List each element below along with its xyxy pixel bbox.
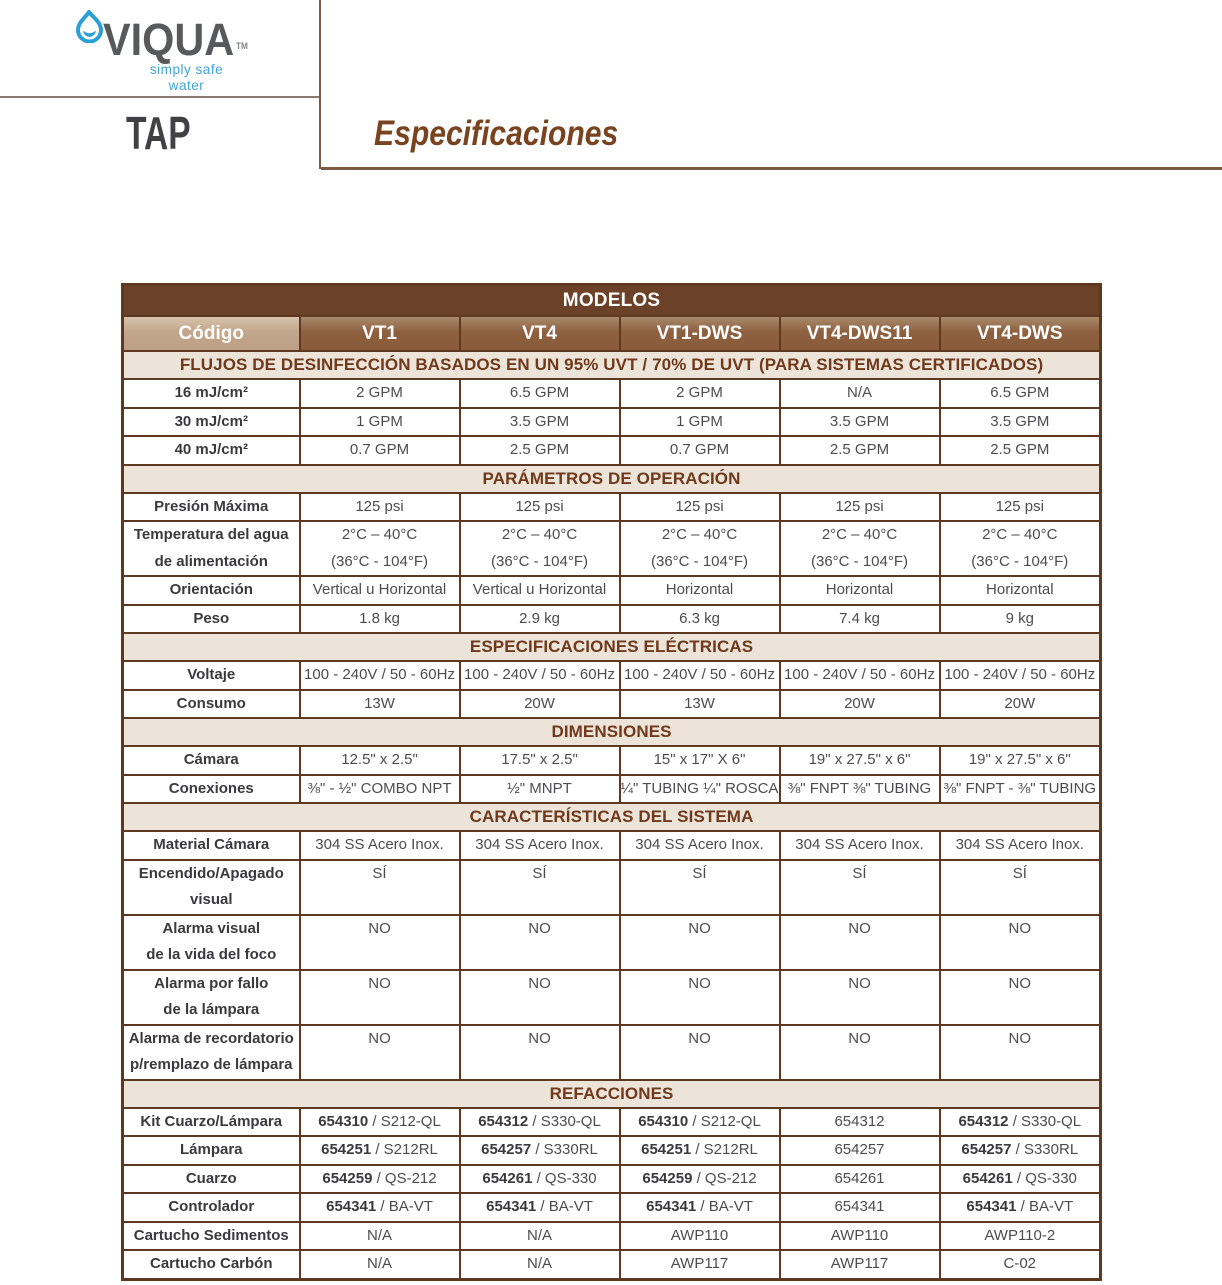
table-row	[123, 408, 1101, 437]
cell-value: 2°C – 40°C (36°C - 104°F)	[300, 521, 460, 576]
cell-value: NO	[940, 970, 1101, 1025]
section-header: PARÁMETROS DE OPERACIÓN	[123, 465, 1101, 493]
cell-value: NO	[780, 915, 940, 970]
column-header-vt4-dws: VT4-DWS	[940, 316, 1101, 351]
cell-value: N/A	[460, 1250, 620, 1279]
water-drop-icon	[75, 9, 104, 43]
column-header-row	[123, 316, 1101, 351]
cell-value: 125 psi	[940, 493, 1101, 522]
cell-value: 3.5 GPM	[460, 408, 620, 437]
row-label: Cámara	[123, 746, 300, 775]
cell-value: 2.9 kg	[460, 605, 620, 634]
cell-value: N/A	[300, 1222, 460, 1251]
cell-value: 304 SS Acero Inox.	[780, 831, 940, 860]
cell-value: ⅜" FNPT - ⅜" TUBING	[940, 775, 1101, 804]
row-label: 30 mJ/cm²	[123, 408, 300, 437]
cell-value: Horizontal	[940, 576, 1101, 605]
cell-value: 15" x 17" X 6"	[620, 746, 780, 775]
table-row	[123, 436, 1101, 465]
row-label: Consumo	[123, 690, 300, 719]
column-header-vt4: VT4	[460, 316, 620, 351]
viqua-logo	[0, 0, 320, 97]
row-label: Kit Cuarzo/Lámpara	[123, 1108, 300, 1137]
cell-value: SÍ	[300, 860, 460, 915]
table-row	[123, 493, 1101, 522]
cell-value: 654341 / BA-VT	[300, 1193, 460, 1222]
column-header-vt4-dws11: VT4-DWS11	[780, 316, 940, 351]
table-row	[123, 1165, 1101, 1194]
cell-value: NO	[620, 1025, 780, 1080]
cell-value: 20W	[940, 690, 1101, 719]
row-label: Temperatura del agua de alimentación	[123, 521, 300, 576]
cell-value: 304 SS Acero Inox.	[620, 831, 780, 860]
cell-value: C-02	[940, 1250, 1101, 1279]
cell-value: 2 GPM	[300, 379, 460, 408]
cell-value: 654261 / QS-330	[940, 1165, 1101, 1194]
cell-value: 2°C – 40°C (36°C - 104°F)	[780, 521, 940, 576]
table-row	[123, 970, 1101, 1025]
row-label: Alarma por fallo de la lámpara	[123, 970, 300, 1025]
cell-value: 9 kg	[940, 605, 1101, 634]
cell-value: SÍ	[780, 860, 940, 915]
table-row	[123, 915, 1101, 970]
cell-value: 100 - 240V / 50 - 60Hz	[460, 661, 620, 690]
brand-wordmark: VIQUA TM	[103, 14, 248, 65]
section-header: DIMENSIONES	[123, 718, 1101, 746]
cell-value: NO	[620, 970, 780, 1025]
cell-value: 654257	[780, 1136, 940, 1165]
cell-value: NO	[460, 915, 620, 970]
cell-value: 654312	[780, 1108, 940, 1137]
cell-value: NO	[780, 1025, 940, 1080]
cell-value: NO	[780, 970, 940, 1025]
row-label: Peso	[123, 605, 300, 634]
cell-value: 1.8 kg	[300, 605, 460, 634]
cell-value: SÍ	[940, 860, 1101, 915]
cell-value: 654341 / BA-VT	[460, 1193, 620, 1222]
models-title: MODELOS	[123, 285, 1101, 317]
cell-value: 654257 / S330RL	[460, 1136, 620, 1165]
cell-value: 100 - 240V / 50 - 60Hz	[940, 661, 1101, 690]
table-row	[123, 1025, 1101, 1080]
table-row	[123, 1136, 1101, 1165]
cell-value: NO	[460, 970, 620, 1025]
row-label: Alarma de recordatorio p/remplazo de lámpara	[123, 1025, 300, 1080]
cell-value: 654341 / BA-VT	[620, 1193, 780, 1222]
spec-table	[121, 283, 1102, 1281]
cell-value: 6.5 GPM	[460, 379, 620, 408]
cell-value: NO	[300, 915, 460, 970]
trademark-symbol: TM	[235, 41, 248, 51]
cell-value: 654259 / QS-212	[300, 1165, 460, 1194]
cell-value: 19" x 27.5" x 6"	[940, 746, 1101, 775]
row-label: Alarma visual de la vida del foco	[123, 915, 300, 970]
cell-value: N/A	[460, 1222, 620, 1251]
cell-value: Vertical u Horizontal	[300, 576, 460, 605]
row-label: Cartucho Carbón	[123, 1250, 300, 1279]
cell-value: Vertical u Horizontal	[460, 576, 620, 605]
table-row	[123, 1193, 1101, 1222]
table-row	[123, 1250, 1101, 1279]
cell-value: 2°C – 40°C (36°C - 104°F)	[460, 521, 620, 576]
section-row	[123, 633, 1101, 661]
cell-value: NO	[940, 915, 1101, 970]
cell-value: 3.5 GPM	[940, 408, 1101, 437]
cell-value: 3.5 GPM	[780, 408, 940, 437]
cell-value: Horizontal	[780, 576, 940, 605]
cell-value: N/A	[780, 379, 940, 408]
cell-value: 2.5 GPM	[940, 436, 1101, 465]
row-label: 40 mJ/cm²	[123, 436, 300, 465]
cell-value: 6.5 GPM	[940, 379, 1101, 408]
column-header-codigo: Código	[123, 316, 300, 351]
cell-value: 0.7 GPM	[620, 436, 780, 465]
table-row	[123, 1108, 1101, 1137]
table-row	[123, 576, 1101, 605]
cell-value: 20W	[780, 690, 940, 719]
cell-value: ⅜" - ½" COMBO NPT	[300, 775, 460, 804]
cell-value: 19" x 27.5" x 6"	[780, 746, 940, 775]
cell-value: AWP110	[780, 1222, 940, 1251]
logo-divider-line	[0, 96, 320, 98]
cell-value: 100 - 240V / 50 - 60Hz	[780, 661, 940, 690]
cell-value: 100 - 240V / 50 - 60Hz	[620, 661, 780, 690]
row-label: Cartucho Sedimentos	[123, 1222, 300, 1251]
cell-value: NO	[460, 1025, 620, 1080]
table-row	[123, 746, 1101, 775]
page-title: Especificaciones	[374, 114, 619, 153]
row-label: Controlador	[123, 1193, 300, 1222]
cell-value: 7.4 kg	[780, 605, 940, 634]
cell-value: 654257 / S330RL	[940, 1136, 1101, 1165]
cell-value: NO	[620, 915, 780, 970]
cell-value: 125 psi	[460, 493, 620, 522]
section-row	[123, 803, 1101, 831]
cell-value: Horizontal	[620, 576, 780, 605]
section-header: CARACTERÍSTICAS DEL SISTEMA	[123, 803, 1101, 831]
cell-value: 654251 / S212RL	[300, 1136, 460, 1165]
table-row	[123, 521, 1101, 576]
cell-value: AWP110-2	[940, 1222, 1101, 1251]
cell-value: SÍ	[460, 860, 620, 915]
row-label: Cuarzo	[123, 1165, 300, 1194]
brand-tagline: simply safe water	[149, 61, 224, 93]
cell-value: 304 SS Acero Inox.	[460, 831, 620, 860]
row-label: Orientación	[123, 576, 300, 605]
row-label: Voltaje	[123, 661, 300, 690]
section-header: ESPECIFICACIONES ELÉCTRICAS	[123, 633, 1101, 661]
title-divider-line	[321, 167, 1222, 170]
cell-value: 2°C – 40°C (36°C - 104°F)	[620, 521, 780, 576]
cell-value: ¼" TUBING ¼" ROSCA	[620, 775, 780, 804]
cell-value: NO	[940, 1025, 1101, 1080]
section-row	[123, 1080, 1101, 1108]
section-header: FLUJOS DE DESINFECCIÓN BASADOS EN UN 95% UVT / 70% DE UVT (PARA SISTEMAS CERTIFICADOS)	[123, 351, 1101, 379]
product-name: TAP	[126, 107, 191, 159]
models-title-row	[123, 285, 1101, 317]
cell-value: 654261 / QS-330	[460, 1165, 620, 1194]
cell-value: 654259 / QS-212	[620, 1165, 780, 1194]
section-row	[123, 351, 1101, 379]
cell-value: 2°C – 40°C (36°C - 104°F)	[940, 521, 1101, 576]
table-row	[123, 860, 1101, 915]
cell-value: 654341 / BA-VT	[940, 1193, 1101, 1222]
cell-value: 2.5 GPM	[460, 436, 620, 465]
cell-value: SÍ	[620, 860, 780, 915]
cell-value: 654312 / S330-QL	[460, 1108, 620, 1137]
vertical-divider-line	[319, 0, 321, 169]
cell-value: 17.5" x 2.5"	[460, 746, 620, 775]
cell-value: AWP117	[620, 1250, 780, 1279]
cell-value: NO	[300, 970, 460, 1025]
row-label: 16 mJ/cm²	[123, 379, 300, 408]
column-header-vt1: VT1	[300, 316, 460, 351]
cell-value: 1 GPM	[620, 408, 780, 437]
cell-value: 654261	[780, 1165, 940, 1194]
cell-value: 20W	[460, 690, 620, 719]
cell-value: 2 GPM	[620, 379, 780, 408]
cell-value: 654310 / S212-QL	[620, 1108, 780, 1137]
cell-value: 125 psi	[300, 493, 460, 522]
cell-value: 13W	[300, 690, 460, 719]
cell-value: 13W	[620, 690, 780, 719]
cell-value: 654251 / S212RL	[620, 1136, 780, 1165]
cell-value: 12.5" x 2.5"	[300, 746, 460, 775]
row-label: Material Cámara	[123, 831, 300, 860]
cell-value: 654310 / S212-QL	[300, 1108, 460, 1137]
row-label: Lámpara	[123, 1136, 300, 1165]
table-row	[123, 661, 1101, 690]
cell-value: AWP110	[620, 1222, 780, 1251]
row-label: Conexiones	[123, 775, 300, 804]
section-row	[123, 718, 1101, 746]
table-row	[123, 1222, 1101, 1251]
cell-value: 654341	[780, 1193, 940, 1222]
cell-value: ½" MNPT	[460, 775, 620, 804]
cell-value: 304 SS Acero Inox.	[940, 831, 1101, 860]
table-row	[123, 605, 1101, 634]
table-row	[123, 690, 1101, 719]
cell-value: NO	[300, 1025, 460, 1080]
cell-value: 304 SS Acero Inox.	[300, 831, 460, 860]
cell-value: 100 - 240V / 50 - 60Hz	[300, 661, 460, 690]
column-header-vt1-dws: VT1-DWS	[620, 316, 780, 351]
cell-value: 0.7 GPM	[300, 436, 460, 465]
cell-value: 125 psi	[620, 493, 780, 522]
cell-value: 654312 / S330-QL	[940, 1108, 1101, 1137]
section-row	[123, 465, 1101, 493]
row-label: Encendido/Apagado visual	[123, 860, 300, 915]
cell-value: 125 psi	[780, 493, 940, 522]
cell-value: N/A	[300, 1250, 460, 1279]
cell-value: 1 GPM	[300, 408, 460, 437]
cell-value: ⅜" FNPT ⅜" TUBING	[780, 775, 940, 804]
cell-value: 6.3 kg	[620, 605, 780, 634]
table-row	[123, 775, 1101, 804]
section-header: REFACCIONES	[123, 1080, 1101, 1108]
table-row	[123, 831, 1101, 860]
cell-value: 2.5 GPM	[780, 436, 940, 465]
cell-value: AWP117	[780, 1250, 940, 1279]
table-row	[123, 379, 1101, 408]
row-label: Presión Máxima	[123, 493, 300, 522]
